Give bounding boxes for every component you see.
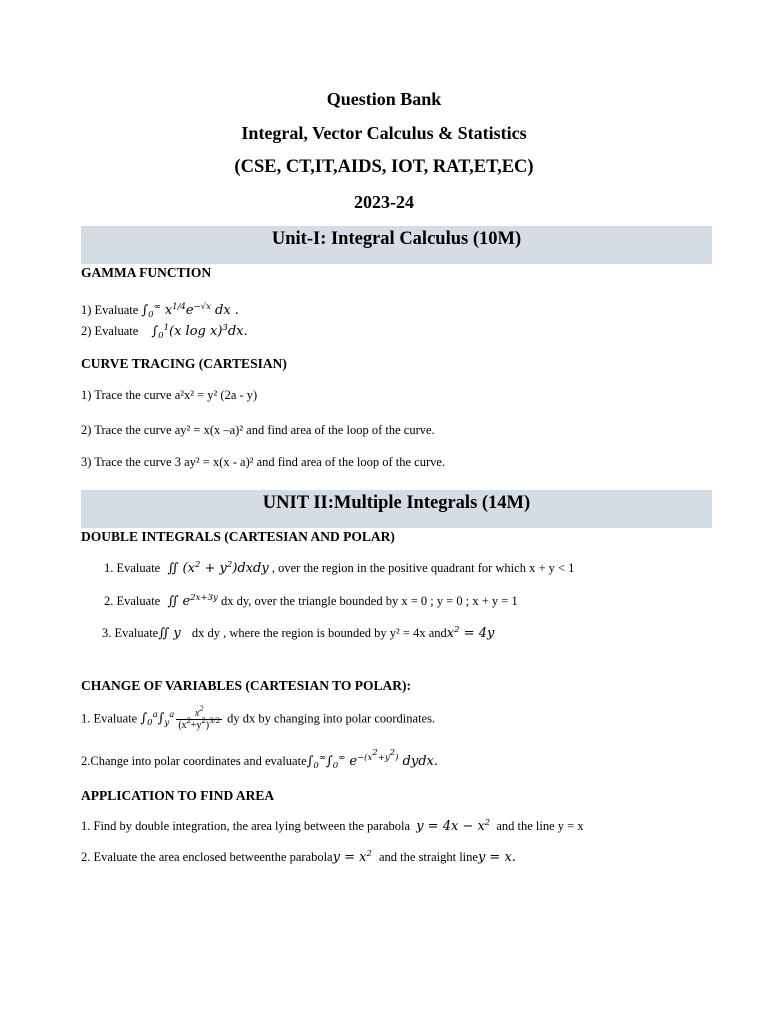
change-q1-formula: $\int_0^a\int_y^a$	[140, 710, 175, 729]
curve-question-1: 1) Trace the curve a²x² = y² (2a - y)	[81, 388, 258, 402]
doc-branches: (CSE, CT,IT,AIDS, IOT, RAT,ET,EC)	[234, 157, 534, 177]
change-q2-prefix: 2.Change into polar coordinates and evaluate	[81, 754, 307, 768]
curve-tracing-heading: CURVE TRACING (CARTESIAN)	[81, 356, 287, 371]
gamma-q2-formula: $\int_0^1(x$ log x)$^3$dx.	[151, 323, 248, 341]
gamma-q1-prefix: 1) Evaluate	[81, 303, 139, 317]
double-integrals-heading: DOUBLE INTEGRALS (CARTESIAN AND POLAR)	[81, 529, 395, 544]
area-q2-mid: and the straight line	[379, 850, 478, 864]
area-question-2	[81, 850, 516, 865]
double-q1-suffix: , over the region in the positive quadrant for which x + y < 1	[271, 561, 575, 575]
gamma-q2-prefix: 2) Evaluate	[81, 324, 139, 338]
double-question-1	[104, 561, 574, 576]
change-q1-prefix: 1. Evaluate	[81, 711, 138, 726]
area-q1-formula: $y = 4x - x^2$	[416, 818, 491, 834]
double-q1-prefix: 1. Evaluate	[104, 561, 161, 575]
doc-year: 2023-24	[354, 192, 414, 212]
double-q2-formula: ∬ $e^{2x+3y}$	[167, 593, 218, 609]
double-q3-suffix: dx dy , where the region is bounded by y² = 4x and	[191, 626, 447, 640]
double-q3-formula: ∬ y	[158, 626, 181, 641]
double-q3-curve: $x^2 = 4y$	[446, 625, 495, 641]
change-question-1	[81, 703, 436, 731]
doc-title: Question Bank	[326, 89, 442, 109]
unit-1-heading: Unit-I: Integral Calculus (10M)	[81, 226, 712, 264]
change-q1-suffix: dy dx by changing into polar coordinates.	[227, 711, 436, 726]
area-q1-prefix: 1. Find by double integration, the area lying between the parabola	[81, 819, 411, 833]
area-application-heading: APPLICATION TO FIND AREA	[81, 788, 275, 803]
gamma-q1-formula: $\int_0^\infty$ $x^{1/4}e^{-√x}$ dx .	[141, 302, 239, 320]
double-q3-prefix: 3. Evaluate	[102, 626, 159, 640]
doc-subject: Integral, Vector Calculus & Statistics	[241, 123, 527, 143]
curve-question-3: 3) Trace the curve 3 ay² = x(x - a)² and find area of the loop of the curve.	[81, 455, 446, 469]
area-q2-line: y = x.	[477, 850, 516, 865]
curve-question-2: 2) Trace the curve ay² = x(x –a)² and find area of the loop of the curve.	[81, 423, 435, 437]
change-question-2	[81, 748, 438, 771]
area-q1-suffix: and the line y = x	[496, 819, 584, 833]
change-q2-formula: $\int_0^\infty\int_0^\infty$ $e^{-(x^2+y^2)}$ dydx.	[306, 748, 438, 771]
double-q2-suffix: dx dy, over the triangle bounded by x = 0 ; y = 0 ; x + y = 1	[220, 594, 518, 608]
area-question-1	[81, 819, 584, 834]
area-q2-parabola: $y = x^2$	[332, 849, 372, 865]
area-q2-prefix: 2. Evaluate the area enclosed betweenthe parabola	[81, 850, 333, 864]
double-q1-formula: ∬ ($x^2$ + $y^2)dxdy$	[167, 560, 269, 576]
change-q1-fraction: $\frac{x^2}{(x^2+y^2)^{3/2}}$	[178, 703, 221, 731]
unit-2-heading: UNIT II:Multiple Integrals (14M)	[81, 490, 712, 528]
double-q2-prefix: 2. Evaluate	[104, 594, 161, 608]
gamma-question-1	[81, 303, 239, 318]
double-question-3	[102, 626, 494, 641]
change-of-variables-heading: CHANGE OF VARIABLES (CARTESIAN TO POLAR):	[81, 678, 411, 693]
gamma-question-2	[81, 324, 248, 339]
gamma-function-heading: GAMMA FUNCTION	[81, 265, 212, 280]
double-question-2	[104, 594, 518, 609]
